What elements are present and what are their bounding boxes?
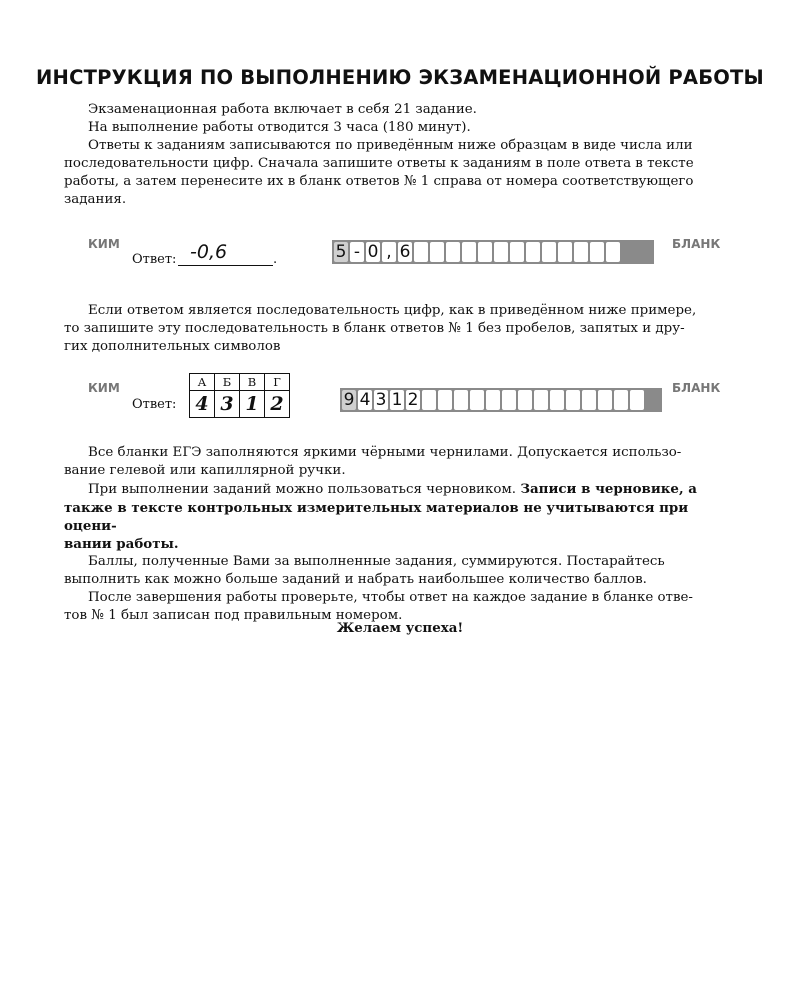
blank-label: БЛАНК	[672, 381, 721, 395]
answer-blank-cell	[518, 390, 532, 410]
answer-table-value: 3	[215, 391, 240, 418]
intro-paragraph	[64, 101, 722, 209]
answer-blank-cell	[558, 242, 572, 262]
rules-line: Все бланки ЕГЭ заполняются яркими чёрными чернилами. Допускается использо-	[88, 445, 682, 460]
answer-blank-cell: 1	[391, 390, 403, 410]
rules-line: После завершения работы проверьте, чтобы ответ на каждое задание в бланке отве-	[88, 590, 693, 605]
kim-label: КИМ	[88, 381, 120, 395]
rules-line: выполнить как можно больше заданий и набрать наибольшее количество баллов.	[64, 572, 647, 587]
answer-blank-cell	[486, 390, 500, 410]
answer-blank-cell	[630, 390, 644, 410]
answer-table-value: 4	[190, 391, 215, 418]
kim-label: КИМ	[88, 237, 120, 251]
answer-underline	[178, 265, 273, 266]
answer-table-header: Б	[215, 374, 240, 391]
answer-blank-cell	[414, 242, 428, 262]
answer-table	[189, 373, 290, 418]
intro-line: Ответы к заданиям записываются по приведённым ниже образцам в виде числа или	[88, 138, 693, 153]
answer-blank-cell	[478, 242, 492, 262]
answer-blank-cell	[438, 390, 452, 410]
answer-blank-cell	[422, 390, 436, 410]
answer-blank-cell	[454, 390, 468, 410]
answer-blank-cell: 4	[359, 390, 371, 410]
answer-blank-strip	[340, 388, 662, 412]
rules-bold-line: вании работы.	[64, 536, 179, 552]
answer-table-header: В	[240, 374, 265, 391]
rules-text: При выполнении заданий можно пользоваться черновиком.	[88, 482, 517, 497]
intro-line: работы, а затем перенесите их в бланк ответов № 1 справа от номера соответствующего	[64, 174, 694, 189]
answer-table-header: Г	[265, 374, 290, 391]
answer-blank-cell	[614, 390, 628, 410]
page-title: ИНСТРУКЦИЯ ПО ВЫПОЛНЕНИЮ ЭКЗАМЕНАЦИОННОЙ РАБОТЫ	[36, 66, 764, 89]
answer-blank-cell	[470, 390, 484, 410]
answer-blank-cell	[502, 390, 516, 410]
answer-label: Ответ:	[132, 252, 177, 267]
answer-blank-cell: 2	[407, 390, 419, 410]
answer-blank-strip	[332, 240, 654, 264]
rules-line: вание гелевой или капиллярной ручки.	[64, 463, 346, 478]
answer-blank-cell	[534, 390, 548, 410]
answer-blank-cell	[542, 242, 556, 262]
blank-label: БЛАНК	[672, 237, 721, 251]
answer-blank-cell	[606, 242, 620, 262]
intro-line: Экзаменационная работа включает в себя 21 задание.	[88, 102, 477, 117]
sequence-line: гих дополнительных символов	[64, 339, 281, 354]
closing-line: Желаем успеха!	[336, 620, 464, 636]
rules-line: Баллы, полученные Вами за выполненные задания, суммируются. Постарайтесь	[88, 554, 665, 569]
intro-line: На выполнение работы отводится 3 часа (180 минут).	[88, 120, 471, 135]
sequence-line: то запишите эту последовательность в бланк ответов № 1 без пробелов, запятых и дру-	[64, 321, 685, 336]
answer-blank-cell	[446, 242, 460, 262]
answer-blank-cell	[598, 390, 612, 410]
answer-label: Ответ:	[132, 397, 177, 412]
answer-blank-cell	[462, 242, 476, 262]
answer-table-value: 1	[240, 391, 265, 418]
answer-table-header: А	[190, 374, 215, 391]
answer-blank-cell	[430, 242, 444, 262]
intro-line: задания.	[64, 192, 127, 207]
rules-line	[82, 480, 722, 499]
answer-period: .	[273, 252, 278, 267]
answer-blank-cell: 6	[399, 242, 411, 262]
answer-blank-cell	[574, 242, 588, 262]
answer-blank-cell: 0	[367, 242, 379, 262]
answer-blank-cell: 3	[375, 390, 387, 410]
answer-blank-cell	[582, 390, 596, 410]
answer-blank-cell: ,	[382, 242, 396, 262]
sequence-paragraph	[64, 302, 722, 356]
answer-blank-cell: -	[350, 242, 364, 262]
answer-blank-cell: 9	[343, 390, 355, 410]
answer-blank-cell	[510, 242, 524, 262]
answer-blank-cell	[566, 390, 580, 410]
rules-bold-text: Записи в черновике, а	[520, 481, 697, 497]
answer-table-value: 2	[265, 391, 290, 418]
answer-blank-cell: 5	[335, 242, 347, 262]
answer-blank-cell	[526, 242, 540, 262]
rules-paragraph	[64, 444, 722, 625]
answer-blank-cell	[550, 390, 564, 410]
answer-blank-cell	[494, 242, 508, 262]
rules-line: тов № 1 был записан под правильным номером.	[64, 608, 403, 623]
answer-blank-cell	[590, 242, 604, 262]
rules-bold-line: также в тексте контрольных измерительных материалов не учитываются при оцени-	[64, 500, 689, 534]
intro-line: последовательности цифр. Сначала запишите ответы к заданиям в поле ответа в тексте	[64, 156, 694, 171]
handwritten-answer: -0,6	[190, 241, 228, 263]
sequence-line: Если ответом является последовательность цифр, как в приведённом ниже примере,	[88, 303, 697, 318]
